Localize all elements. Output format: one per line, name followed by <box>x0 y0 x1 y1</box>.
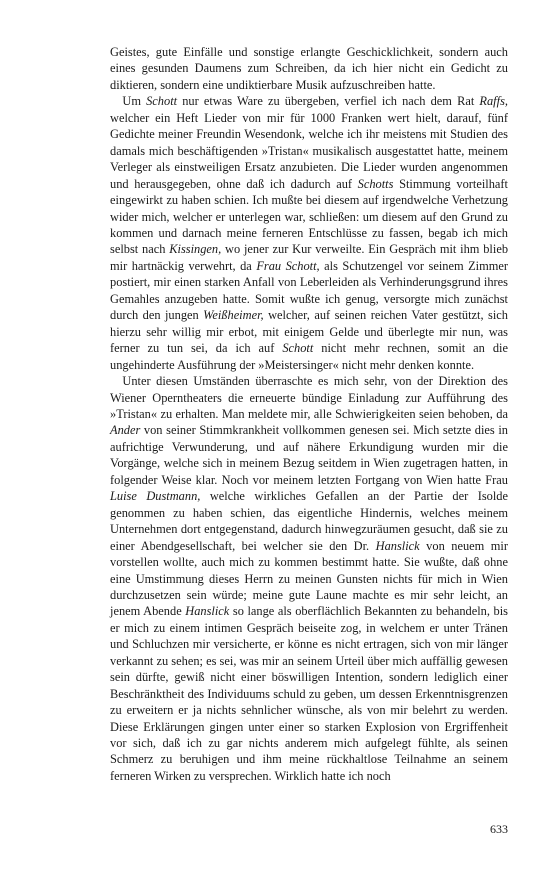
italic-text: Schotts <box>357 176 394 191</box>
italic-text: Kissingen, <box>169 242 222 257</box>
italic-text: Schott <box>146 94 178 109</box>
italic-text: Schott <box>282 341 314 356</box>
text-run: nicht mehr rechnen, somit an die ungehinderte Ausführung der »Meistersinger« nicht mehr denken konnte. <box>110 341 508 372</box>
text-run: wo jener zur Kur verweilte. Ein Gespräch mit ihm blieb mir hartnäckig verwehrt, da <box>110 242 509 273</box>
paragraph <box>110 373 508 784</box>
text-run: so lange als oberflächlich Bekannten zu behandeln, bis er mich zu einem intimen Gespräch beiseite zog, in welchem er unter Tränen und Schluchzen mir versicherte, er könne es nicht ertragen, sich von mir länger verkannt zu sehen; es sei, was mir an seinem Urteil über mich auffällig gewesen sein dürfte, gewiß nicht einer böswilligen Intention, sondern lediglich einer Beschränktheit des Individuums schuld zu geben, um dessen Erkenntnisgrenzen zu erweitern er ja nichts sehnlicher wünsche, als von mir belehrt zu werden. Diese Erklärungen gingen unter einer so starken Explosion von Ergriffenheit vor sich, daß ich zu gar nichts anderem mich aufgelegt fühlte, als seinen Schmerz zu beruhigen und ihm meine rückhaltlose Teilnahme an seinem ferneren Wirken zu versprechen. Wirklich hatte ich noch <box>110 604 508 783</box>
text-run: Um <box>122 94 147 109</box>
text-run: welcher, auf seinen reichen Vater gestützt, sich hierzu sehr willig mir erbot, mit einigem Gelde und überlegte mir nun, was ferner zu tun sei, da ich auf <box>110 308 508 356</box>
text-run: Unter diesen Umständen überraschte es mich sehr, von der Direktion des Wiener Opernthеaters die erneuerte bündige Einladung zur Aufführung des »Tristan« zu erhalten. Man meldete mir, alle Schwierigkeiten seien behoben, da <box>110 374 508 421</box>
italic-text: Hanslick <box>375 538 420 553</box>
text-run: von neuem mir vorstellen wollte, auch mich zu kommen bestimmt hatte. Sie wußte, daß ohne eine Umstimmung dieses Herrn zu meinen Gunsten nichts für mich in Wien durchzusetzen sein würde; meine gute Laune machte es mir sehr leicht, an jenem Abende <box>110 538 508 619</box>
page-number: 633 <box>490 822 508 836</box>
italic-text: Ander <box>110 423 141 438</box>
italic-text: Frau Schott, <box>256 258 320 273</box>
page-body <box>110 44 508 784</box>
paragraph <box>110 44 508 93</box>
text-run: Geistes, gute Einfälle und sonstige erlangte Geschicklichkeit, sondern auch eines gesunden Daumens zum Schreiben, da ich hier nicht ein Gedicht zu diktieren, sondern eine undiktierbare Musik aufzuschreiben hatte. <box>110 45 508 92</box>
text-run: nur etwas Ware zu übergeben, verfiel ich nach dem Rat <box>177 94 480 109</box>
text-run: welche wirkliches Gefallen an der Partie der Isolde genommen zu haben schien, das eigentliche Hindernis, welches meinem Unternehmen dort entgegenstand, dadurch hinwegzuräumen gesucht, daß sie zu einer Abendgesellschaft, bei welcher sie den Dr. <box>110 489 508 553</box>
italic-text: Raffs, <box>479 94 508 109</box>
text-run: Stimmung vorteilhaft eingewirkt zu haben schien. Ich mußte bei diesem auf irgendwelche Verhetzung wider mich, welcher er unterlegen war, schließen: um diesem auf den Grund zu kommen und darnach meine ferneren Entschlüsse zu fassen, begab ich mich selbst nach <box>110 176 508 257</box>
text-run: welcher ein Heft Lieder von mir für 1000 Franken wert hielt, darauf, fünf Gedichte meiner Freundin Wesendonk, welche ich ihr meistens mit Studien des damals mich beschäftigenden »Tristan« musikalisch ausgestattet hatte, meinem Verleger als einstweiligen Ersatz anzubieten. Die Lieder wurden angenommen und herausgegeben, ohne daß ich dadurch auf <box>110 110 508 191</box>
text-run: von seiner Stimmkrankheit vollkommen genesen sei. Mich setzte dies in aufrichtige Verwunderung, und auf nähere Erkundigung wurden mir die Vorgänge, welche sich in meinem Bezug seitdem in Wien zugetragen hatten, in folgender Weise klar. Noch vor meinem letzten Fortgang von Wien hatte Frau <box>110 423 508 487</box>
text-run: als Schutzengel vor seinem Zimmer postiert, mir einen starken Anfall von Leberleiden als Verhinderungsgrund ihres Gemahles anzugeben hatte. Somit wußte ich genug, versorgte mich zunächst durch den jungen <box>110 258 508 323</box>
italic-text: Weißheimer, <box>203 308 264 323</box>
paragraph <box>110 93 508 373</box>
italic-text: Luise Dustmann, <box>110 489 201 504</box>
italic-text: Hanslick <box>185 604 230 619</box>
